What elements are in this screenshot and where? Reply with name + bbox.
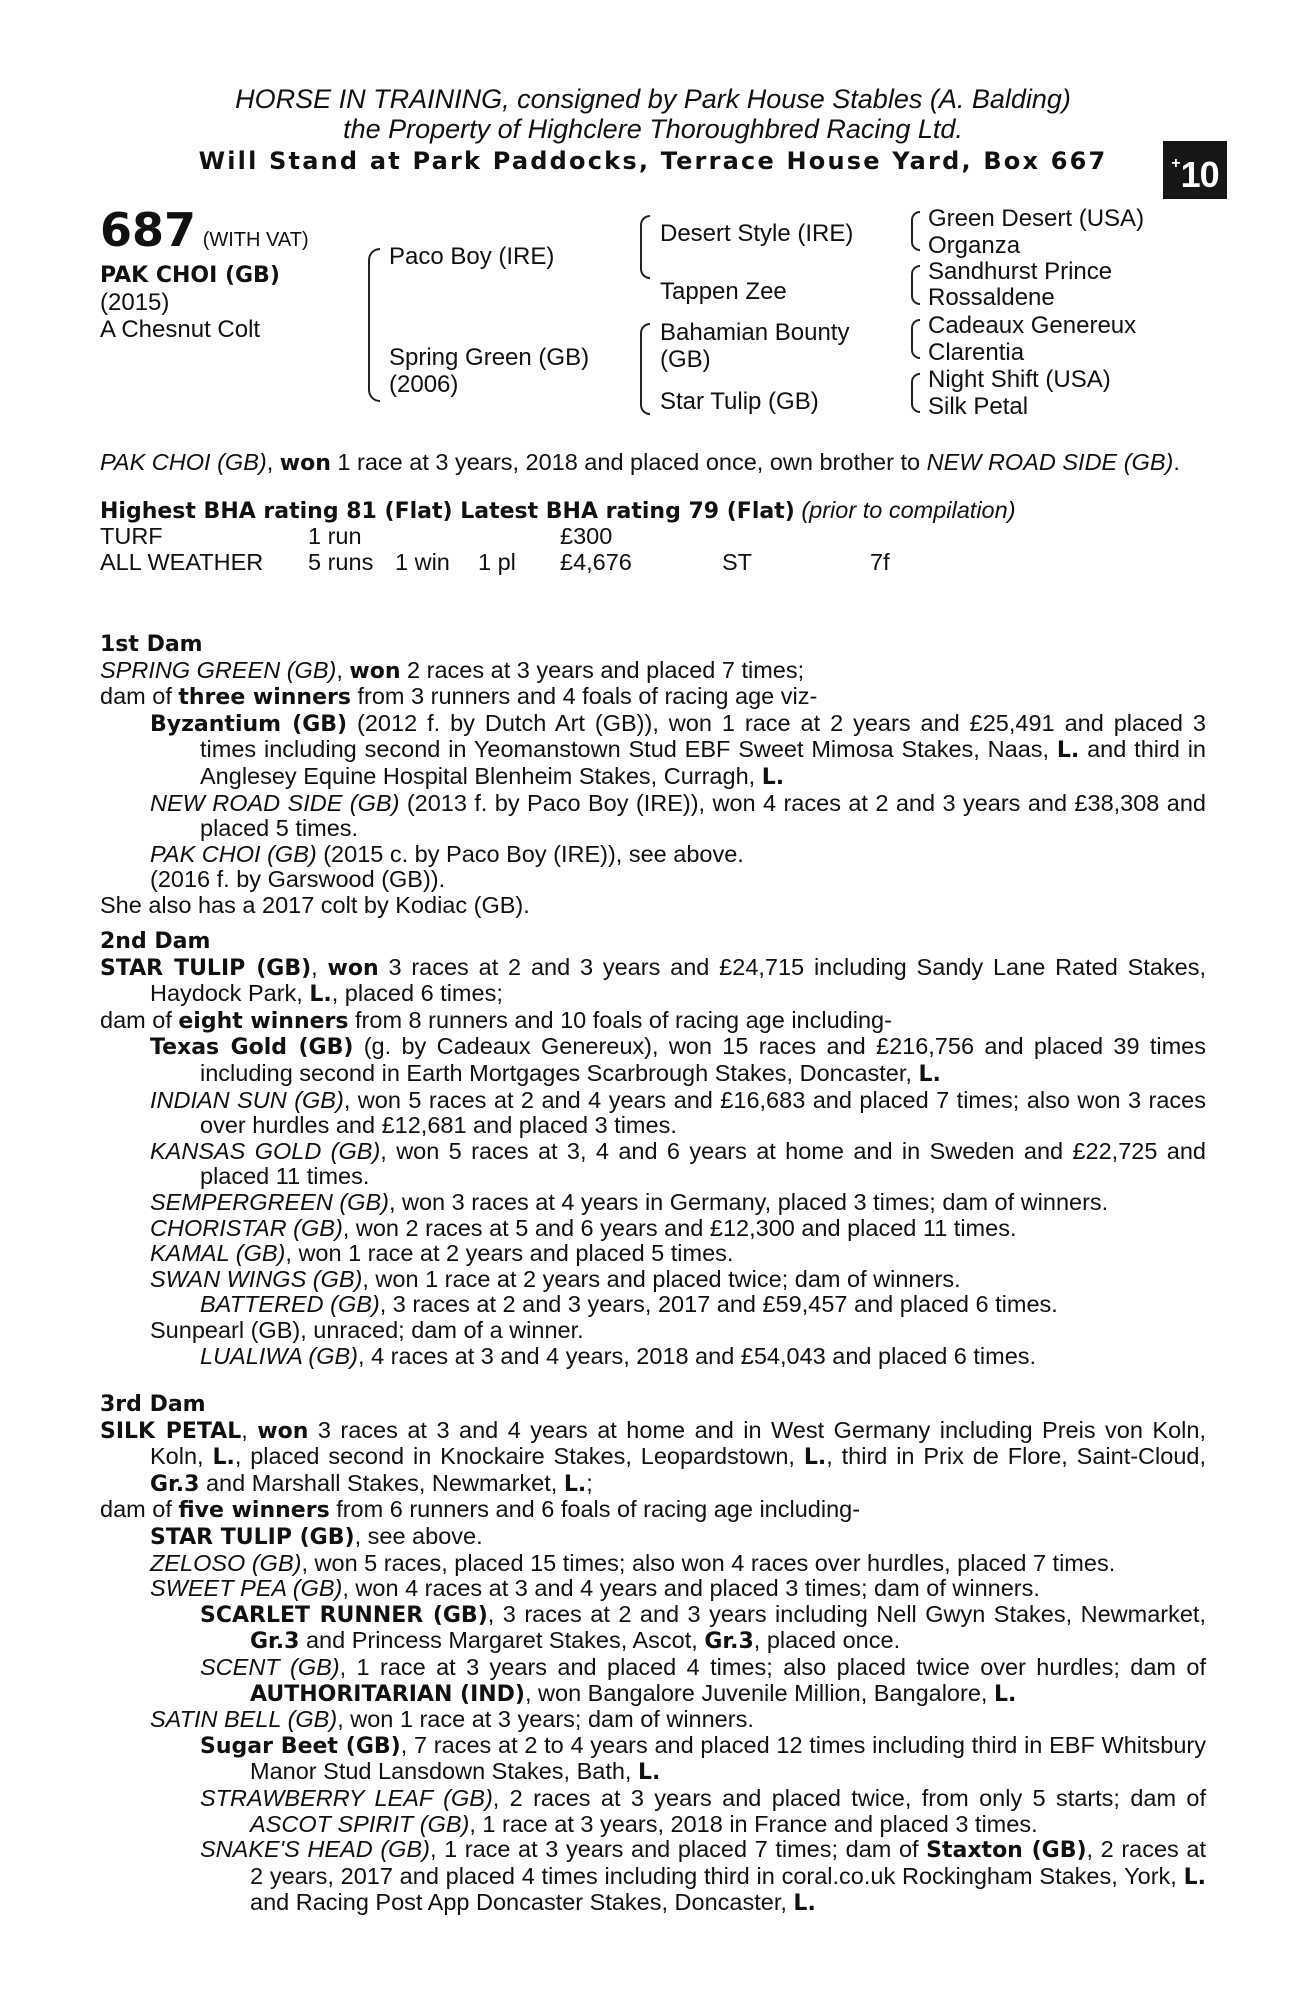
produce-name: SATIN BELL (GB) [150,1706,338,1733]
damof-a: dam of [100,683,179,710]
dam-sire-line2: (GB) [660,346,711,373]
record-runs: 1 run [308,523,362,550]
rating-line [100,498,1206,525]
catalogue-header [100,84,1206,178]
won: won [327,955,379,981]
produce-text: , 3 races at 2 and 3 years, 2017 and £59,457 and placed 6 times. [379,1291,1058,1318]
damof-b: five winners [178,1498,330,1524]
pedigree-gen3-4: Rossaldene [928,284,1055,311]
produce-battered [100,1292,1206,1318]
damof-c: from 8 runners and 10 foals of racing age including- [348,1006,892,1033]
produce-2016-filly: (2016 f. by Garswood (GB)). [150,866,446,893]
produce-text: , placed once. [753,1627,901,1654]
produce-scent [100,1655,1206,1707]
record-going: ST [722,548,753,575]
group-mark: Gr.3 [250,1629,300,1655]
produce-sweet-pea [100,1576,1206,1602]
first-dam-produce [100,684,1206,711]
produce-name: AUTHORITARIAN (IND) [250,1681,525,1707]
produce-text: , 2 races at 2 years, 2017 and placed 4 times including third in coral.co.uk Rockingham Stakes, York, [250,1836,1207,1889]
produce-name: SWEET PEA (GB) [150,1575,343,1602]
dam-dam: Star Tulip (GB) [660,388,819,415]
summary-line: PAK CHOI (GB), won 1 race at 3 years, 2018 and placed once, own brother to NEW ROAD SIDE (GB). [100,449,1180,476]
produce-text: and Princess Margaret Stakes, Ascot, [299,1627,705,1654]
produce-text: , 3 races at 2 and 3 years including Nell Gwyn Stakes, Newmarket, [487,1600,1206,1627]
sep: , [311,953,328,980]
produce-name: SNAKE'S HEAD (GB) [200,1836,430,1863]
produce-text: , won 5 races at 2 and 4 years and £16,683 and placed 7 times; also won 3 races over hurdles and £12,681 and placed 3 times. [200,1086,1206,1139]
produce-sunpearl: Sunpearl (GB), unraced; dam of a winner. [150,1316,584,1343]
brace-1 [911,211,920,251]
pedigree-block [100,205,1210,435]
produce-text: , won 1 race at 2 years and placed 5 times. [285,1240,734,1267]
listed-mark: L. [803,1445,827,1471]
first-dam-name: SPRING GREEN (GB) [100,656,337,683]
second-dam-produce [100,1008,1206,1035]
dam-brace [640,323,650,415]
second-dam-line [100,955,1206,1008]
text: , placed second in Knockaire Stakes, Leopardstown, [234,1443,804,1470]
produce-name: Staxton (GB) [926,1838,1087,1864]
produce-text: and Racing Post App Doncaster Stakes, Doncaster, [250,1889,794,1916]
produce-star-tulip [100,1524,1206,1551]
consignor-line: HORSE IN TRAINING, consigned by Park House Stables (A. Balding) [235,84,1071,114]
horse-description: A Chesnut Colt [100,316,261,343]
produce-text: (2015 c. by Paco Boy (IRE)), see above. [316,840,744,867]
first-dam-also: She also has a 2017 colt by Kodiac (GB). [100,891,530,918]
produce-zeloso [100,1551,1206,1577]
listed-mark: L. [637,1760,661,1786]
brace-2 [911,265,920,305]
summary-horse: PAK CHOI (GB) [100,449,267,475]
lot-number-line [100,205,309,255]
third-dam-name: SILK PETAL [100,1418,242,1444]
produce-name: ZELOSO (GB) [150,1549,302,1576]
damof-a: dam of [100,1496,179,1523]
summary-end: . [1173,449,1180,475]
listed-mark: L. [761,764,785,790]
first-dam-text: 2 races at 3 years and placed 7 times; [400,656,805,683]
dam-sire-line1: Bahamian Bounty [660,319,850,346]
record-surface: TURF [100,523,163,550]
produce-scarlet-runner [100,1602,1206,1655]
stand-line: Will Stand at Park Paddocks, Terrace House Yard, Box 667 [198,147,1108,175]
produce-text: , won Bangalore Juvenile Million, Bangalore, [524,1679,994,1706]
produce-pak-choi [100,842,1206,868]
pedigree-gen3-2: Organza [928,232,1021,259]
produce-texas-gold [100,1034,1206,1087]
produce-choristar [100,1216,1206,1242]
third-dam-heading: 3rd Dam [100,1392,206,1417]
produce-name: SCENT (GB) [200,1653,340,1680]
produce-text: , 1 race at 3 years and placed 7 times; dam of [429,1836,927,1863]
produce-indian-sun [100,1088,1206,1139]
sire-brace [640,215,650,279]
produce-name: SCARLET RUNNER (GB) [200,1602,488,1628]
pedigree-gen3-6: Clarentia [928,339,1025,366]
rating-text: Highest BHA rating 81 (Flat) Latest BHA rating 79 (Flat) [100,498,795,524]
produce-text: and third in Anglesey Equine Hospital Blenheim Stakes, Curragh, [200,736,1206,789]
lot-badge [1163,141,1227,199]
text: ; [586,1469,593,1496]
record-earnings: £300 [560,523,613,550]
third-dam-produce [100,1497,1206,1524]
produce-text: , won 1 race at 2 years and placed twice; dam of winners. [362,1265,961,1292]
produce-kamal [100,1241,1206,1267]
produce-text: (2012 f. by Dutch Art (GB)), won 1 race at 2 years and £25,491 and placed 3 times including second in Yeomanstown Stud EBF Sweet Mimosa Stakes, Naas, [200,709,1206,763]
produce-text: , won 4 races at 3 and 4 years and placed 3 times; dam of winners. [342,1575,1040,1602]
summary-brother: NEW ROAD SIDE (GB) [926,449,1174,475]
listed-mark: L. [993,1681,1017,1707]
text: 3 races at 2 and 3 years and £24,715 including Sandy Lane Rated Stakes, Haydock Park, [150,953,1206,1007]
produce-text: (2013 f. by Paco Boy (IRE)), won 4 races at 2 and 3 years and £38,308 and placed 5 times. [200,789,1206,842]
badge-number: 10 [1180,154,1219,195]
second-dam-heading: 2nd Dam [100,929,211,954]
record-runs: 5 runs [308,548,374,575]
produce-name: KAMAL (GB) [150,1240,286,1267]
third-dam-section [100,1392,1206,1917]
listed-mark: L. [309,982,332,1008]
summary-text: 1 race at 3 years, 2018 and placed once, own brother to [330,449,927,475]
horse-name: PAK CHOI (GB) [100,263,280,288]
produce-name: Byzantium (GB) [150,711,348,737]
second-dam-name: STAR TULIP (GB) [100,955,312,981]
dam-line2: (2006) [389,371,459,398]
produce-text: , 2 races at 3 years and placed twice, from only 5 starts; dam of [492,1784,1206,1811]
text: , third in Prix de Flore, Saint-Cloud, [826,1443,1206,1470]
produce-text: (g. by Cadeaux Genereux), won 15 races and £216,756 and placed 39 times including second in Earth Mortgages Scarbrough Stakes, Doncaster, [200,1033,1206,1086]
pedigree-gen3-3: Sandhurst Prince [928,258,1113,285]
vat-note: (WITH VAT) [202,229,309,251]
damof-a: dam of [100,1006,179,1033]
produce-name: SWAN WINGS (GB) [150,1265,363,1292]
first-dam-line: SPRING GREEN (GB), won 2 races at 3 years and placed 7 times; [100,656,805,684]
produce-name: ASCOT SPIRIT (GB) [250,1810,470,1837]
produce-byzantium [100,711,1206,791]
produce-sempergreen [100,1190,1206,1216]
sire: Paco Boy (IRE) [389,243,555,270]
badge-plus: + [1171,155,1180,172]
pedigree-gen3-5: Cadeaux Genereux [928,312,1137,339]
damof-b: eight winners [178,1008,349,1034]
produce-text: , won 1 race at 3 years; dam of winners. [337,1706,754,1733]
listed-mark: L. [1183,1864,1206,1890]
damof-c: from 6 runners and 6 foals of racing age including- [329,1496,861,1523]
foaling-year: (2015) [100,289,170,316]
produce-name: INDIAN SUN (GB) [150,1086,344,1113]
text: , placed 6 times; [331,980,503,1007]
group-mark: Gr.3 [704,1629,754,1655]
produce-name: Texas Gold (GB) [150,1035,354,1061]
pedigree-gen3-1: Green Desert (USA) [928,205,1145,232]
listed-mark: L. [793,1891,816,1917]
text: and Marshall Stakes, Newmarket, [199,1469,564,1496]
produce-satin-bell [100,1707,1206,1733]
record-surface: ALL WEATHER [100,548,264,575]
sire-dam: Tappen Zee [660,278,787,305]
first-dam-heading: 1st Dam [100,632,203,657]
produce-text: , 7 races at 2 to 4 years and placed 12 times including third in EBF Whitsbury Manor Stud Lansdown Stakes, Bath, [250,1731,1206,1785]
produce-name: KANSAS GOLD (GB) [150,1137,381,1164]
record-distance: 7f [870,548,890,575]
produce-name: SEMPERGREEN (GB) [150,1188,389,1215]
sire-dam-brace [368,248,380,402]
produce-text: , 1 race at 3 years and placed 4 times; also placed twice over hurdles; dam of [339,1653,1206,1680]
produce-new-road-side [100,791,1206,842]
listed-mark: L. [212,1445,235,1471]
summary-section [100,450,1206,575]
produce-lualiwa [100,1344,1206,1370]
produce-text: , 1 race at 3 years, 2018 in France and placed 3 times. [469,1810,1038,1837]
produce-name: STRAWBERRY LEAF (GB) [200,1784,493,1811]
produce-name: BATTERED (GB) [200,1291,380,1318]
record-earnings: £4,676 [560,548,632,575]
dam-line1: Spring Green (GB) [389,344,590,371]
produce-name: Sugar Beet (GB) [200,1733,401,1759]
record-row-turf [100,524,1206,550]
produce-text: , see above. [354,1522,483,1549]
rating-note: (prior to compilation) [801,496,1016,523]
produce-name: CHORISTAR (GB) [150,1214,343,1241]
third-dam-line [100,1418,1206,1498]
won: won [257,1418,309,1444]
property-line: the Property of Highclere Thoroughbred Racing Ltd. [343,114,963,144]
text: 3 races at 3 and 4 years at home and in West Germany including Preis von Koln, Koln, [150,1416,1206,1470]
listed-mark: L. [918,1061,941,1087]
produce-sugar-beet [100,1733,1206,1786]
listed-mark: L. [1056,738,1080,764]
listed-mark: L. [563,1471,587,1497]
damof-b: three winners [178,685,351,711]
produce-snakes-head [100,1837,1206,1917]
brace-4 [911,373,920,413]
produce-text: , 4 races at 3 and 4 years, 2018 and £54,043 and placed 6 times. [358,1342,1037,1369]
damof-c: from 3 runners and 4 foals of racing age viz- [350,683,818,710]
produce-name: NEW ROAD SIDE (GB) [150,789,400,816]
produce-text: , won 3 races at 4 years in Germany, placed 3 times; dam of winners. [388,1188,1109,1215]
produce-swan-wings [100,1267,1206,1293]
produce-text: , won 5 races at 3, 4 and 6 years at home and in Sweden and £22,725 and placed 11 times. [200,1137,1206,1190]
summary-won: won [279,451,331,476]
sep: , [241,1416,258,1443]
produce-text: , won 5 races, placed 15 times; also won 4 races over hurdles, placed 7 times. [301,1549,1116,1576]
sire-sire: Desert Style (IRE) [660,220,854,247]
produce-strawberry-leaf [100,1786,1206,1837]
produce-name: PAK CHOI (GB) [150,840,317,867]
group-mark: Gr.3 [150,1471,200,1497]
record-row-all-weather [100,550,1206,576]
record-wins: 1 win [395,548,450,575]
produce-kansas-gold [100,1139,1206,1190]
brace-3 [911,319,920,359]
pedigree-gen3-8: Silk Petal [928,393,1029,420]
first-dam-won: won [349,658,401,684]
first-dam-section [100,632,1206,919]
produce-name: LUALIWA (GB) [200,1342,359,1369]
pedigree-gen3-7: Night Shift (USA) [928,366,1111,393]
produce-name: STAR TULIP (GB) [150,1524,355,1550]
produce-text: , won 2 races at 5 and 6 years and £12,300 and placed 11 times. [342,1214,1017,1241]
second-dam-section [100,929,1206,1369]
lot-number: 687 [100,203,197,257]
record-placed: 1 pl [478,548,516,575]
